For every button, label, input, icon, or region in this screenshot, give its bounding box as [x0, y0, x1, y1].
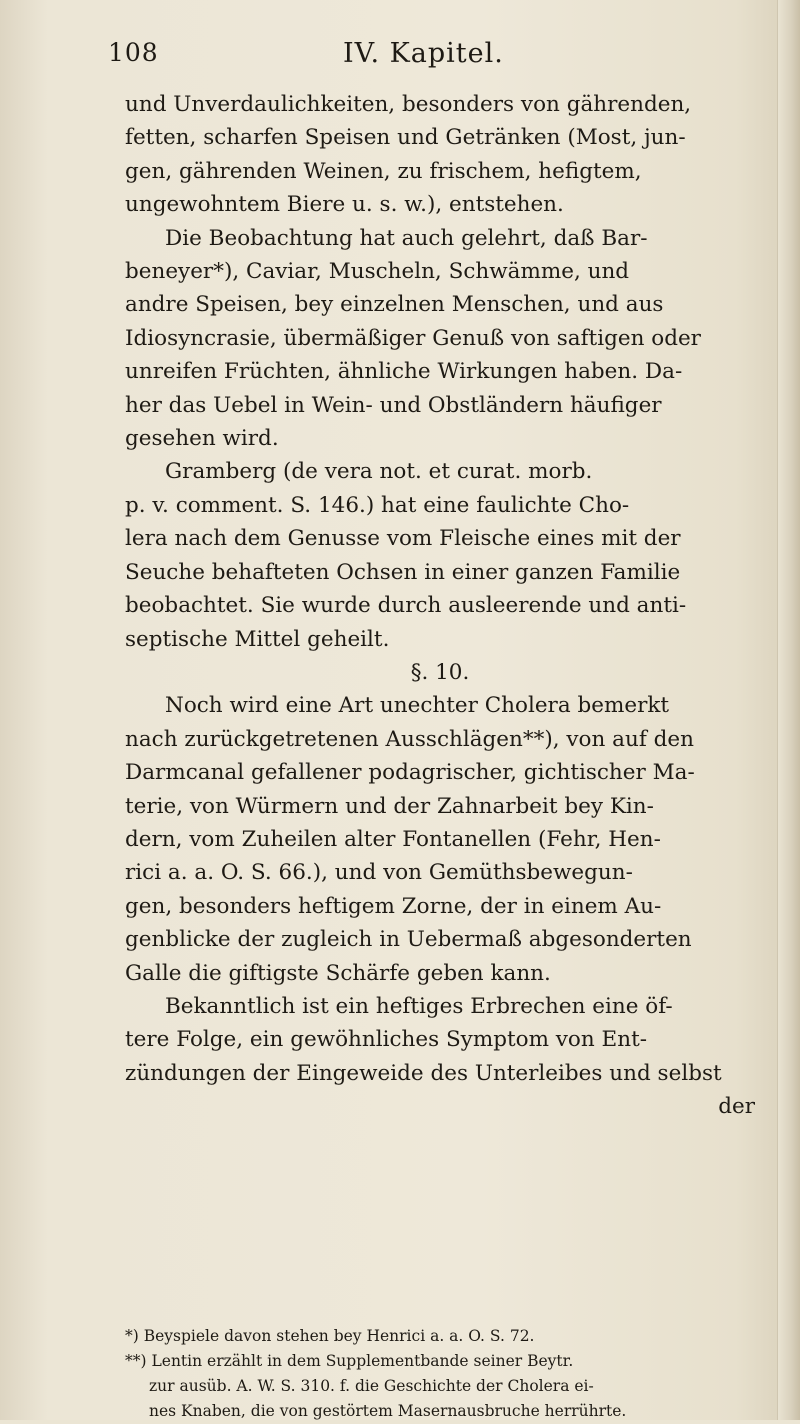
footnote: **) Lentin erzählt in dem Supplementbande seiner Beytr. [125, 1352, 574, 1370]
text-line: gen, besonders heftigem Zorne, der in einem Au- [125, 893, 662, 919]
text-line: Die Beobachtung hat auch gelehrt, daß Bar- [165, 225, 648, 251]
text-line: nach zurückgetretenen Ausschlägen**), von auf den [125, 726, 694, 752]
running-head: IV. Kapitel. [343, 38, 504, 69]
text-line: Gramberg (de vera not. et curat. morb. [165, 459, 593, 485]
footnotes [125, 1324, 765, 1424]
body-text [125, 88, 755, 1124]
catchword: der [718, 1094, 755, 1120]
text-line: tere Folge, ein gewöhnliches Symptom von Ent- [125, 1027, 648, 1053]
section-heading: §. 10. [410, 659, 470, 685]
text-line: Idiosyncrasie, übermäßiger Genuß von saftigen oder [125, 325, 701, 351]
text-line: zündungen der Eingeweide des Unterleibes und selbst [125, 1060, 722, 1086]
text-line: gen, gährenden Weinen, zu frischem, hefigtem, [125, 158, 642, 184]
text-line: lera nach dem Genusse vom Fleische eines mit der [125, 526, 681, 552]
text-line: ungewohntem Biere u. s. w.), entstehen. [125, 192, 564, 218]
text-line: und Unverdaulichkeiten, besonders von gährenden, [125, 92, 692, 117]
text-line: fetten, scharfen Speisen und Getränken (Most, jun- [125, 125, 686, 151]
text-line: unreifen Früchten, ähnliche Wirkungen haben. Da- [125, 359, 683, 385]
text-line: andre Speisen, bey einzelnen Menschen, und aus [125, 292, 664, 318]
text-line: Galle die giftigste Schärfe geben kann. [125, 960, 551, 986]
text-line: rici a. a. O. S. 66.), und von Gemüthsbewegun- [125, 860, 633, 886]
text-line: p. v. comment. S. 146.) hat eine faulichte Cho- [125, 492, 630, 518]
text-line: Noch wird eine Art unechter Cholera bemerkt [165, 693, 670, 719]
footnote-continuation: nes Knaben, die von gestörtem Masernausbruche herrührte. [149, 1402, 627, 1420]
page-number: 108 [108, 38, 159, 67]
text-line: Darmcanal gefallener podagrischer, gichtischer Ma- [125, 760, 695, 786]
text-line: gesehen wird. [125, 426, 279, 452]
text-line: dern, vom Zuheilen alter Fontanellen (Fehr, Hen- [125, 826, 661, 852]
text-line: beobachtet. Sie wurde durch ausleerende und anti- [125, 593, 687, 619]
text-line: Bekanntlich ist ein heftiges Erbrechen eine öf- [165, 993, 673, 1019]
text-line: genblicke der zugleich in Uebermaß abgesonderten [125, 927, 692, 953]
footnote: *) Beyspiele davon stehen bey Henrici a. a. O. S. 72. [125, 1327, 535, 1345]
text-line: her das Uebel in Wein- und Obstländern häufiger [125, 392, 662, 418]
text-line: beneyer*), Caviar, Muscheln, Schwämme, und [125, 259, 630, 285]
footnote-continuation: zur ausüb. A. W. S. 310. f. die Geschichte der Cholera ei- [149, 1377, 594, 1395]
page-edge [777, 0, 800, 1420]
text-line: terie, von Würmern und der Zahnarbeit bey Kin- [125, 793, 654, 819]
text-line: Seuche behafteten Ochsen in einer ganzen Familie [125, 559, 681, 585]
page-header [108, 38, 728, 78]
text-line: septische Mittel geheilt. [125, 626, 390, 652]
